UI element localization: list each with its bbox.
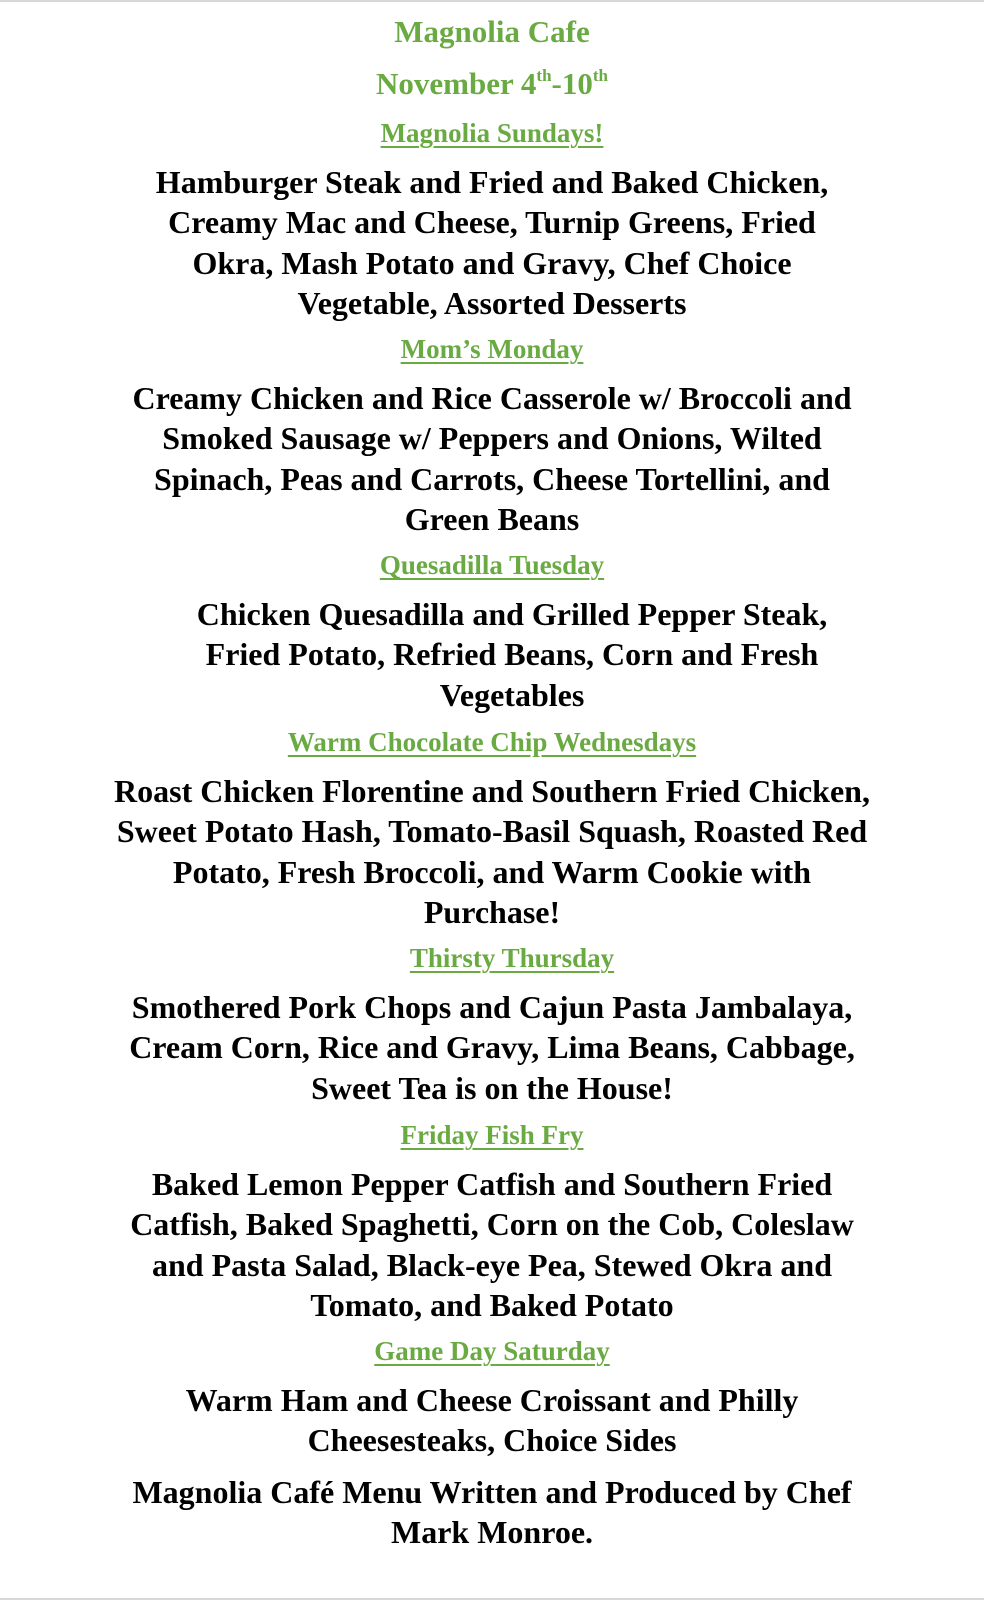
menu-items-tuesday: Chicken Quesadilla and Grilled Pepper Steak, Fried Potato, Refried Beans, Corn and Fresh Vegetables	[196, 596, 828, 713]
cafe-title: Magnolia Cafe	[394, 14, 590, 49]
menu-items-thursday: Smothered Pork Chops and Cajun Pasta Jambalaya, Cream Corn, Rice and Gravy, Lima Beans, Cabbage, Sweet Tea is on the House!	[129, 989, 855, 1106]
date-end-suffix: th	[592, 66, 608, 85]
date-start: November 4	[376, 66, 537, 101]
menu-items-sunday: Hamburger Steak and Fried and Baked Chicken, Creamy Mac and Cheese, Turnip Greens, Fried Okra, Mash Potato and Gravy, Chef Choice Vegetable, Assorted Desserts	[155, 164, 829, 321]
menu-credit: Magnolia Café Menu Written and Produced by Chef Mark Monroe.	[132, 1474, 852, 1550]
day-heading-tuesday: Quesadilla Tuesday	[379, 550, 605, 580]
menu-items-monday: Creamy Chicken and Rice Casserole w/ Broccoli and Smoked Sausage w/ Peppers and Onions, Wilted Spinach, Peas and Carrots, Cheese Tortellini, and Green Beans	[132, 380, 852, 537]
menu-items-friday: Baked Lemon Pepper Catfish and Southern Fried Catfish, Baked Spaghetti, Corn on the Cob, Coleslaw and Pasta Salad, Black-eye Pea, Stewed Okra and Tomato, and Baked Potato	[130, 1166, 854, 1323]
day-heading-saturday: Game Day Saturday	[374, 1336, 610, 1366]
day-heading-wednesday: Warm Chocolate Chip Wednesdays	[287, 727, 697, 757]
menu-dates	[0, 66, 984, 102]
menu-items-wednesday: Roast Chicken Florentine and Southern Fried Chicken, Sweet Potato Hash, Tomato-Basil Squash, Roasted Red Potato, Fresh Broccoli, and Warm Cookie with Purchase!	[114, 773, 870, 930]
day-heading-friday: Friday Fish Fry	[400, 1120, 584, 1150]
menu-items-saturday: Warm Ham and Cheese Croissant and Philly Cheesesteaks, Choice Sides	[185, 1382, 799, 1459]
date-start-suffix: th	[536, 66, 552, 85]
day-heading-sunday: Magnolia Sundays!	[380, 118, 604, 148]
date-separator: -10	[551, 66, 593, 101]
day-heading-monday: Mom’s Monday	[400, 334, 584, 364]
day-heading-thursday: Thirsty Thursday	[409, 943, 615, 973]
